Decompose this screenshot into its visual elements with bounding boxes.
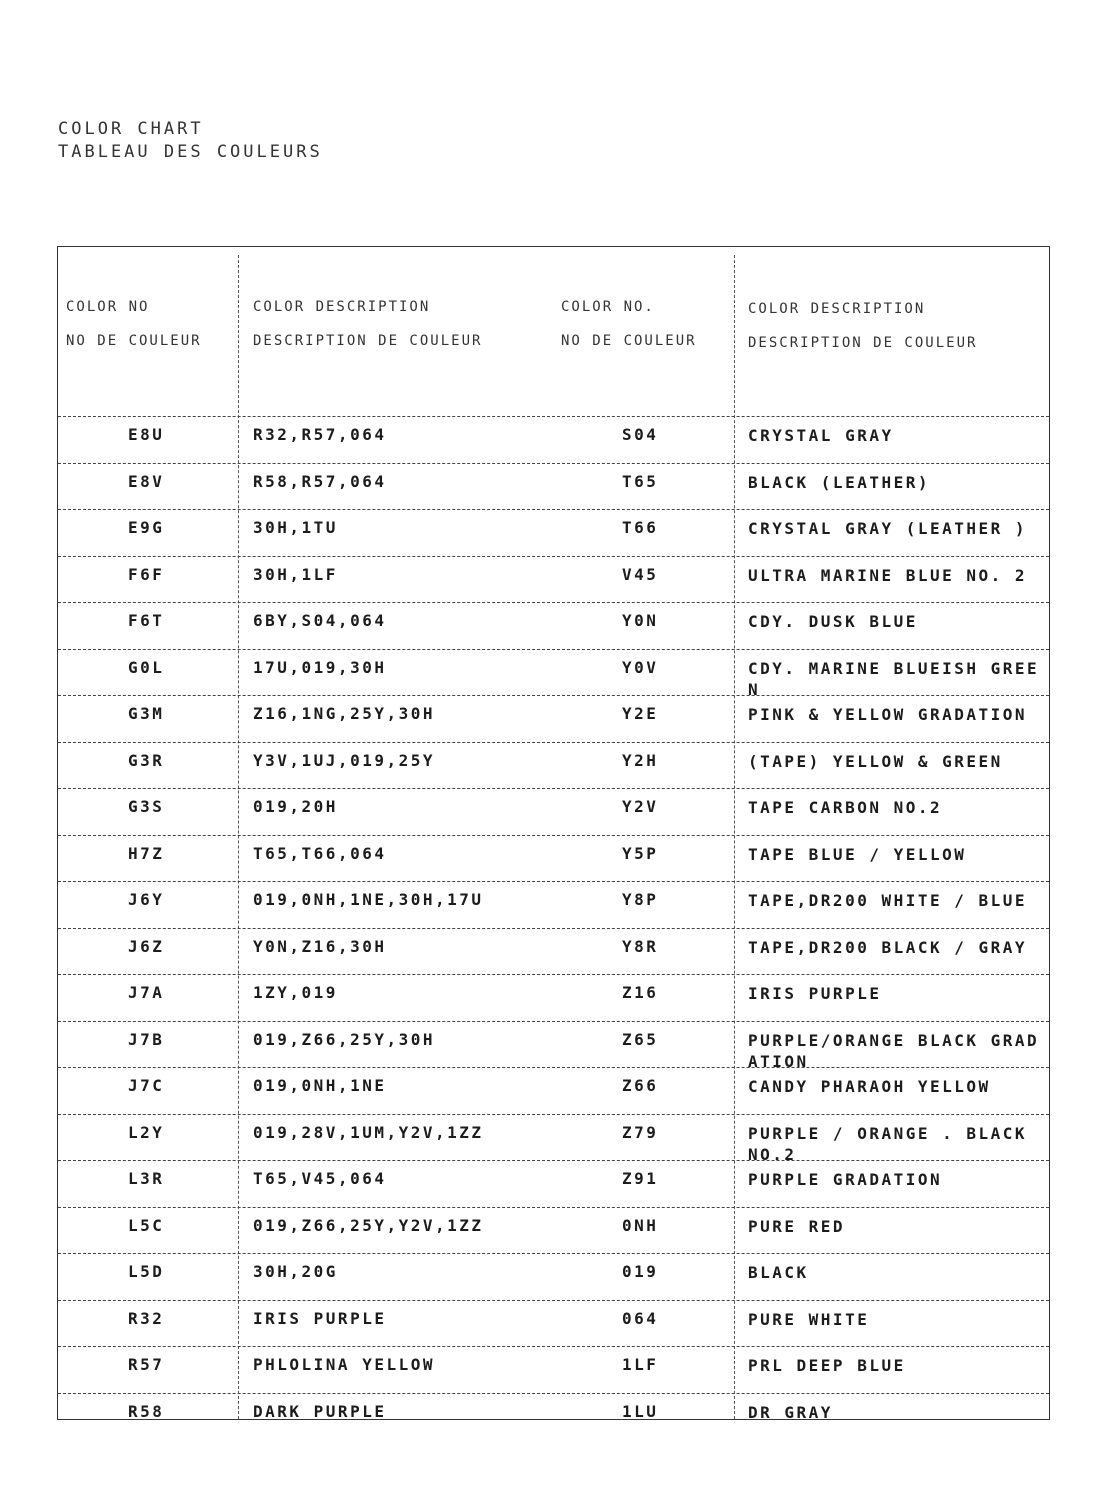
color-code-left: J7C [128, 1076, 165, 1095]
color-description-left: 019,20H [253, 797, 338, 816]
color-code-left: H7Z [128, 843, 165, 863]
table-row [58, 1253, 1049, 1300]
color-code-right: Y2V [622, 797, 659, 816]
color-description-right: PURE WHITE [748, 1309, 870, 1329]
title-french: TABLEAU DES COULEURS [58, 142, 323, 162]
color-code-right: Z65 [622, 1029, 659, 1049]
color-description-right: CANDY PHARAOH YELLOW [748, 1077, 991, 1096]
color-description-left: 1ZY,019 [253, 983, 338, 1002]
table-row [58, 835, 1049, 882]
color-description-left: 019,0NH,1NE,30H,17U [253, 890, 484, 909]
color-description-right: ULTRA MARINE BLUE NO. 2 [748, 565, 1028, 585]
color-description-left: PHLOLINA YELLOW [253, 1355, 435, 1374]
color-description-right: TAPE CARBON NO.2 [748, 798, 943, 817]
table-row [58, 1067, 1049, 1114]
color-code-right: Y0N [622, 611, 659, 630]
table-row [58, 974, 1049, 1021]
color-description-right: CRYSTAL GRAY [748, 426, 894, 445]
color-description-right: TAPE BLUE / YELLOW [748, 844, 967, 864]
color-code-right: T66 [622, 518, 659, 537]
color-code-left: G3S [128, 797, 165, 816]
table-row [58, 881, 1049, 928]
table-row [58, 416, 1049, 463]
table-row [58, 1207, 1049, 1254]
color-code-right: Y5P [622, 843, 659, 863]
color-description-left: Y0N,Z16,30H [253, 936, 387, 956]
color-description-left: R32,R57,064 [253, 425, 387, 444]
color-description-left: 30H,20G [253, 1262, 338, 1281]
page-title [58, 118, 323, 164]
color-code-right: 064 [622, 1308, 659, 1328]
color-code-left: E8V [128, 471, 165, 491]
color-code-right: Y2H [622, 750, 659, 770]
color-description-left: 019,28V,1UM,Y2V,1ZZ [253, 1122, 484, 1142]
color-description-left: 019,Z66,25Y,Y2V,1ZZ [253, 1215, 484, 1235]
table-row [58, 463, 1049, 510]
color-code-left: F6F [128, 564, 165, 584]
color-description-right: PINK & YELLOW GRADATION [748, 705, 1028, 724]
color-description-left: Y3V,1UJ,019,25Y [253, 750, 435, 770]
color-code-left: R57 [128, 1355, 165, 1374]
color-description-left: DARK PURPLE [253, 1401, 387, 1421]
color-code-right: Z16 [622, 983, 659, 1002]
color-chart-table: COLOR NO NO DE COULEUR COLOR DESCRIPTION DESCRIPTION DE COULEUR COLOR NO. NO DE COULEUR COLOR DESCRIPTION DESCRIPTION DE COULEUR E8U R32,R57,064 S04 CRYSTAL GRAY E8V R58,R57,064 T65 BLACK (LEATHER) E9G 30H,1TU T66 CRYSTAL GRAY (LEATHER ) F6F 30H,1LF V45 ULTRA MARINE BLUE NO. 2 F6T 6BY,S04,064 Y0N CDY. DUSK BLUE G0L 17U,019,30H Y0V CDY. MARINE BLUEISH GREEN G3M Z16,1NG,25Y,30H Y2E PINK & YELLOW GRADATION G3R Y3V,1UJ,019,25Y Y2H (TAPE) YELLOW & GREEN G3S 019,20H Y2V TAPE CARBON NO.2 H7Z T65,T66,064 Y5P TAPE BLUE / YELLOW J6Y 019,0NH,1NE,30H,17U Y8P TAPE,DR200 WHITE / BLUE J6Z Y0N,Z16,30H Y8R TAPE,DR200 BLACK / GRAY J7A 1ZY,019 Z16 IRIS PURPLE J7B 019,Z66,25Y,30H Z65 PURPLE/ORANGE BLACK GRADATION J7C 019,0NH,1NE Z66 CANDY PHARAOH YELLOW L2Y 019,28V,1UM,Y2V,1ZZ Z79 PURPLE / ORANGE . BLACK NO.2 L3R T65,V45,064 Z91 PURPLE GRADATION L5C 019,Z66,25Y,Y2V,1ZZ 0NH PURE RED L5D 30H,20G 019 BLACK R32 IRIS PURPLE 064 PURE WHITE R57 PHLOLINA YELLOW 1LF PRL DEEP BLUE R58 DARK PURPLE 1LU DR GRAY [57, 246, 1050, 1420]
color-description-right: (TAPE) YELLOW & GREEN [748, 751, 1003, 771]
color-description-right: BLACK (LEATHER) [748, 472, 930, 492]
color-code-right: V45 [622, 564, 659, 584]
color-code-right: Y0V [622, 657, 659, 677]
table-row [58, 649, 1049, 699]
color-description-right: PURPLE / ORANGE . BLACK NO.2 [748, 1123, 1028, 1164]
color-description-right: DR GRAY [748, 1402, 833, 1422]
table-row [58, 1114, 1049, 1164]
color-description-left: 019,0NH,1NE [253, 1076, 387, 1095]
table-row [58, 1393, 1049, 1440]
color-code-left: G3R [128, 750, 165, 770]
color-description-left: 6BY,S04,064 [253, 611, 387, 630]
color-code-left: L5C [128, 1215, 165, 1235]
table-body [58, 416, 1049, 1439]
color-code-left: L3R [128, 1169, 165, 1188]
color-code-left: L2Y [128, 1122, 165, 1142]
color-code-left: E9G [128, 518, 165, 537]
color-code-right: 1LF [622, 1355, 659, 1374]
table-row [58, 602, 1049, 649]
table-row [58, 509, 1049, 556]
color-code-right: Y8P [622, 890, 659, 909]
color-description-right: IRIS PURPLE [748, 984, 882, 1003]
color-code-right: T65 [622, 471, 659, 491]
table-row [58, 788, 1049, 835]
color-description-left: T65,T66,064 [253, 843, 387, 863]
table-row [58, 1300, 1049, 1347]
color-code-right: 1LU [622, 1401, 659, 1421]
table-row [58, 928, 1049, 975]
color-code-left: G3M [128, 704, 165, 723]
color-description-left: Z16,1NG,25Y,30H [253, 704, 435, 723]
color-description-left: 17U,019,30H [253, 657, 387, 677]
color-code-left: R58 [128, 1401, 165, 1421]
color-code-left: L5D [128, 1262, 165, 1281]
color-code-left: R32 [128, 1308, 165, 1328]
color-description-left: 30H,1TU [253, 518, 338, 537]
color-description-right: TAPE,DR200 WHITE / BLUE [748, 891, 1028, 910]
color-code-left: G0L [128, 657, 165, 677]
color-code-left: J7B [128, 1029, 165, 1049]
color-description-right: PURPLE GRADATION [748, 1170, 943, 1189]
color-description-right: TAPE,DR200 BLACK / GRAY [748, 937, 1028, 957]
color-code-left: J6Z [128, 936, 165, 956]
title-english: COLOR CHART [58, 119, 204, 139]
color-code-right: Z79 [622, 1122, 659, 1142]
color-code-right: 0NH [622, 1215, 659, 1235]
color-code-right: Y8R [622, 936, 659, 956]
color-description-left: IRIS PURPLE [253, 1308, 387, 1328]
table-row [58, 742, 1049, 789]
table-row [58, 1346, 1049, 1393]
color-description-right: CDY. MARINE BLUEISH GREEN [748, 658, 1040, 699]
table-row [58, 1021, 1049, 1071]
color-code-left: E8U [128, 425, 165, 444]
color-description-left: 30H,1LF [253, 564, 338, 584]
color-description-right: CRYSTAL GRAY (LEATHER ) [748, 519, 1028, 538]
color-code-right: Z66 [622, 1076, 659, 1095]
color-code-left: J6Y [128, 890, 165, 909]
table-row [58, 556, 1049, 603]
table-row [58, 695, 1049, 742]
color-description-right: PURE RED [748, 1216, 846, 1236]
color-description-right: PRL DEEP BLUE [748, 1356, 906, 1375]
table-row [58, 1160, 1049, 1207]
color-description-left: R58,R57,064 [253, 471, 387, 491]
color-description-right: PURPLE/ORANGE BLACK GRADATION [748, 1030, 1040, 1071]
color-code-right: 019 [622, 1262, 659, 1281]
color-description-right: BLACK [748, 1263, 809, 1282]
color-code-left: F6T [128, 611, 165, 630]
color-description-left: 019,Z66,25Y,30H [253, 1029, 435, 1049]
color-code-left: J7A [128, 983, 165, 1002]
color-code-right: Y2E [622, 704, 659, 723]
color-code-right: S04 [622, 425, 659, 444]
color-description-left: T65,V45,064 [253, 1169, 387, 1188]
color-description-right: CDY. DUSK BLUE [748, 612, 918, 631]
color-code-right: Z91 [622, 1169, 659, 1188]
